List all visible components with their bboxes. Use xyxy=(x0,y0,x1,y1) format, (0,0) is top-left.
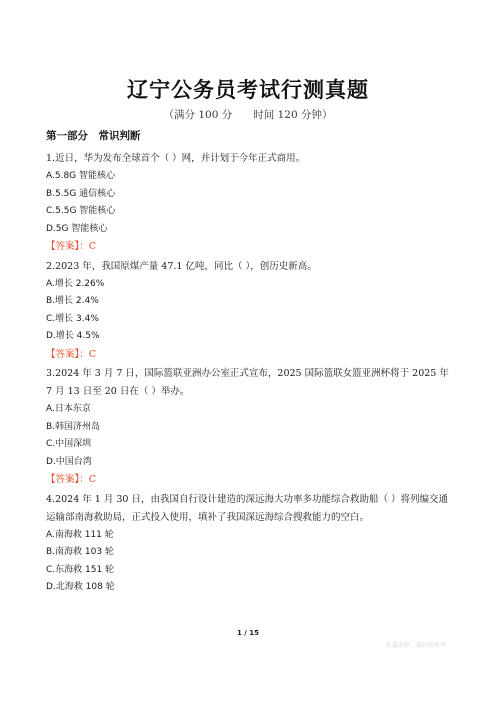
option-d: D.中国台湾 xyxy=(46,456,92,467)
option-d: D.北海救 108 轮 xyxy=(46,582,115,592)
option-c: C.中国深圳 xyxy=(46,439,92,449)
page-title: 辽宁公务员考试行测真题 xyxy=(127,78,369,102)
option-b: B.5.5G 通信核心 xyxy=(46,188,116,199)
exam-subtitle: （满分 100 分 时间 120 分钟） xyxy=(163,109,333,121)
question-1 xyxy=(46,150,454,256)
option-c: C.5.5G 智能核心 xyxy=(46,206,116,216)
option-b: B.韩国济州岛 xyxy=(46,421,101,432)
section-heading: 第一部分 常识判断 xyxy=(46,130,141,142)
option-b: B.增长 2.4% xyxy=(46,296,99,306)
option-c: C.增长 3.4% xyxy=(46,313,99,324)
question-list xyxy=(46,150,454,597)
option-a: A.增长 2.26% xyxy=(46,278,105,289)
answer-label: 【答案】：C xyxy=(46,474,97,485)
option-a: A.日本东京 xyxy=(46,404,91,414)
option-a: A.南海救 111 轮 xyxy=(46,529,114,540)
question-2 xyxy=(46,258,454,364)
question-stem: 1.近日，华为发布全球首个（ ）网，并计划于今年正式商用。 xyxy=(46,153,306,164)
question-4 xyxy=(46,491,454,597)
option-a: A.5.8G 智能核心 xyxy=(46,171,116,181)
page-number: 1 / 15 xyxy=(236,629,260,637)
option-b: B.南海救 103 轮 xyxy=(46,547,114,557)
option-c: C.东海救 151 轮 xyxy=(46,564,115,575)
question-3 xyxy=(46,365,454,489)
option-d: D.增长 4.5% xyxy=(46,331,100,341)
watermark-text: 在最美好、最好的年华 xyxy=(386,642,447,649)
question-stem: 2.2023 年，我国原煤产量 47.1 亿吨，同比（ ），创历史新高。 xyxy=(46,260,317,272)
answer-label: 【答案】：C xyxy=(46,348,97,360)
answer-label: 【答案】：C xyxy=(46,241,97,252)
option-d: D.5G 智能核心 xyxy=(46,223,108,234)
question-stem: 4.2024 年 1 月 30 日，由我国自行设计建造的深远海大功率多功能综合救助船（ ）将列编交通运输部南海救助局，正式投入使用，填补了我国深远海综合搜救能力的空白。 xyxy=(46,493,448,523)
question-stem: 3.2024 年 3 月 7 日，国际篮联亚洲办公室正式宣布，2025 国际篮联女篮亚洲杯将于 2025 年 7 月 13 日至 20 日在（ ）举办。 xyxy=(46,368,449,397)
